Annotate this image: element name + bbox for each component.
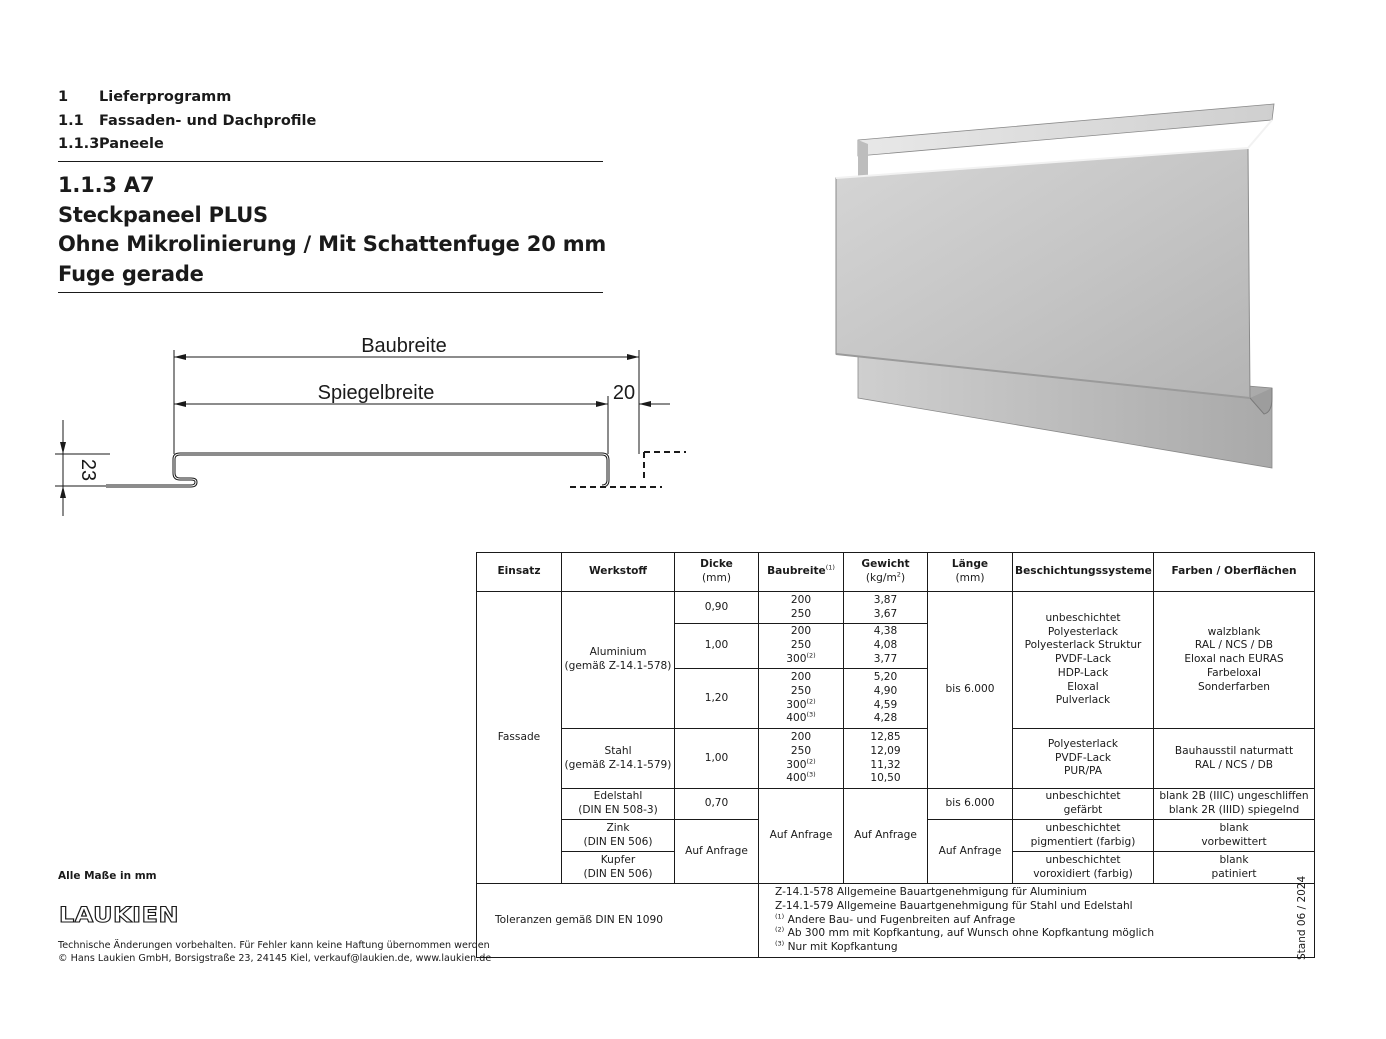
title-line: Steckpaneel PLUS [58,202,268,227]
page-title [58,171,606,289]
title-line: Ohne Mikrolinierung / Mit Schattenfuge 20 mm [58,232,607,256]
breadcrumb-label: Paneele [99,136,164,152]
dicke-cell: Auf Anfrage [675,820,759,884]
baubreite-cell: 200 250 300$^{(2)}$ 400$^{(3)}$ [759,729,844,789]
revision-date: Stand 06 / 2024 [1296,875,1308,960]
breadcrumb-label: Lieferprogramm [99,89,232,105]
einsatz-cell: Fassade [477,592,562,884]
gewicht-cell: 3,87 3,67 [844,592,928,624]
werkstoff-cell: Kupfer (DIN EN 506) [562,852,675,884]
beschichtung-cell: unbeschichtet gefärbt [1013,789,1154,820]
title-line: 1.1.3 A7 [58,173,155,197]
dimension-spiegelbreite-label: Spiegelbreite [317,382,435,404]
table-row [477,592,1315,624]
baubreite-cell: Auf Anfrage [759,789,844,884]
dicke-cell: 0,90 [675,592,759,624]
werkstoff-cell: Zink (DIN EN 506) [562,820,675,852]
dimension-baubreite-label: Baubreite [361,335,447,357]
dimension-fuge-label: 20 [612,382,636,404]
farben-cell: Bauhausstil naturmatt RAL / NCS / DB [1154,729,1315,789]
notes-cell [759,884,1315,958]
divider [58,161,603,162]
gewicht-cell: Auf Anfrage [844,789,928,884]
farben-cell: blank vorbewittert [1154,820,1315,852]
units-note: Alle Maße in mm [58,870,157,882]
note-line: Z-14.1-579 Allgemeine Bauartgenehmigung für Stahl und Edelstahl [775,899,1133,912]
divider [58,292,603,293]
breadcrumb-item [58,110,316,134]
laenge-cell: bis 6.000 [928,789,1013,820]
werkstoff-cell: Aluminium (gemäß Z-14.1-578) [562,592,675,729]
logo-text: LAUKIEN [59,903,179,926]
beschichtung-cell: unbeschichtet voroxidiert (farbig) [1013,852,1154,884]
column-header: Einsatz [477,553,562,592]
table-header-row [477,553,1315,592]
note-line: $^{(3)}$ Nur mit Kopfkantung [775,939,898,954]
werkstoff-cell: Edelstahl (DIN EN 508-3) [562,789,675,820]
beschichtung-cell: unbeschichtet pigmentiert (farbig) [1013,820,1154,852]
disclaimer-line: Technische Änderungen vorbehalten. Für Fehler kann keine Haftung übernommen werden [58,940,490,951]
title-line: Fuge gerade [58,261,204,286]
breadcrumb-item [58,133,316,157]
werkstoff-cell: Stahl (gemäß Z-14.1-579) [562,729,675,789]
imprint-line: © Hans Laukien GmbH, Borsigstraße 23, 24145 Kiel, verkauf@laukien.de, www.laukien.de [58,953,492,964]
column-header: Dicke (mm) [675,553,759,592]
gewicht-cell: 4,38 4,08 3,77 [844,624,928,669]
breadcrumb-item [58,86,316,110]
gewicht-cell: 12,85 12,09 11,32 10,50 [844,729,928,789]
profile-cross-section [50,330,700,525]
table-row [477,729,1315,789]
breadcrumb-label: Fassaden- und Dachprofile [99,112,317,129]
column-header: Werkstoff [562,553,675,592]
column-header: Farben / Oberflächen [1154,553,1315,592]
table-row [477,789,1315,820]
panel-3d-image [828,98,1288,488]
column-header: Baubreite$^{(1)}$ [759,553,844,592]
farben-cell: blank patiniert [1154,852,1315,884]
baubreite-cell: 200 250 300$^{(2)}$ 400$^{(3)}$ [759,669,844,729]
column-header: Gewicht $(kg/m^2)$ [844,553,928,592]
farben-cell: blank 2B (IIIC) ungeschliffen blank 2R (IIID) spiegelnd [1154,789,1315,820]
baubreite-cell: 200 250 [759,592,844,624]
beschichtung-cell: unbeschichtet Polyesterlack Polyesterlack Struktur PVDF-Lack HDP-Lack Eloxal Pulverlack [1013,592,1154,729]
column-header: Beschichtungssysteme [1013,553,1154,592]
disclaimer [58,939,491,965]
dicke-cell: 1,00 [675,624,759,669]
dicke-cell: 1,20 [675,669,759,729]
farben-cell: walzblank RAL / NCS / DB Eloxal nach EURAS Farbeloxal Sonderfarben [1154,592,1315,729]
table-row [477,884,1315,958]
breadcrumb-number: 1.1.3 [58,136,100,152]
dimension-height-label: 23 [77,458,99,482]
specification-table [476,552,1315,958]
laenge-cell: Auf Anfrage [928,820,1013,884]
baubreite-cell: 200 250 300$^{(2)}$ [759,624,844,669]
column-header: Länge (mm) [928,553,1013,592]
laenge-cell: bis 6.000 [928,592,1013,789]
beschichtung-cell: Polyesterlack PVDF-Lack PUR/PA [1013,729,1154,789]
note-line: $^{(1)}$ Andere Bau- und Fugenbreiten auf Anfrage [775,912,1016,926]
dicke-cell: 1,00 [675,729,759,789]
laukien-logo [58,902,182,926]
breadcrumb [58,86,316,157]
breadcrumb-number: 1.1 [58,112,84,129]
toleranzen-cell: Toleranzen gemäß DIN EN 1090 [477,884,759,958]
note-line: $^{(2)}$ Ab 300 mm mit Kopfkantung, auf Wunsch ohne Kopfkantung möglich [775,925,1155,940]
breadcrumb-number: 1 [58,89,69,105]
note-line: Z-14.1-578 Allgemeine Bauartgenehmigung für Aluminium [775,886,1087,898]
dicke-cell: 0,70 [675,789,759,820]
gewicht-cell: 5,20 4,90 4,59 4,28 [844,669,928,729]
